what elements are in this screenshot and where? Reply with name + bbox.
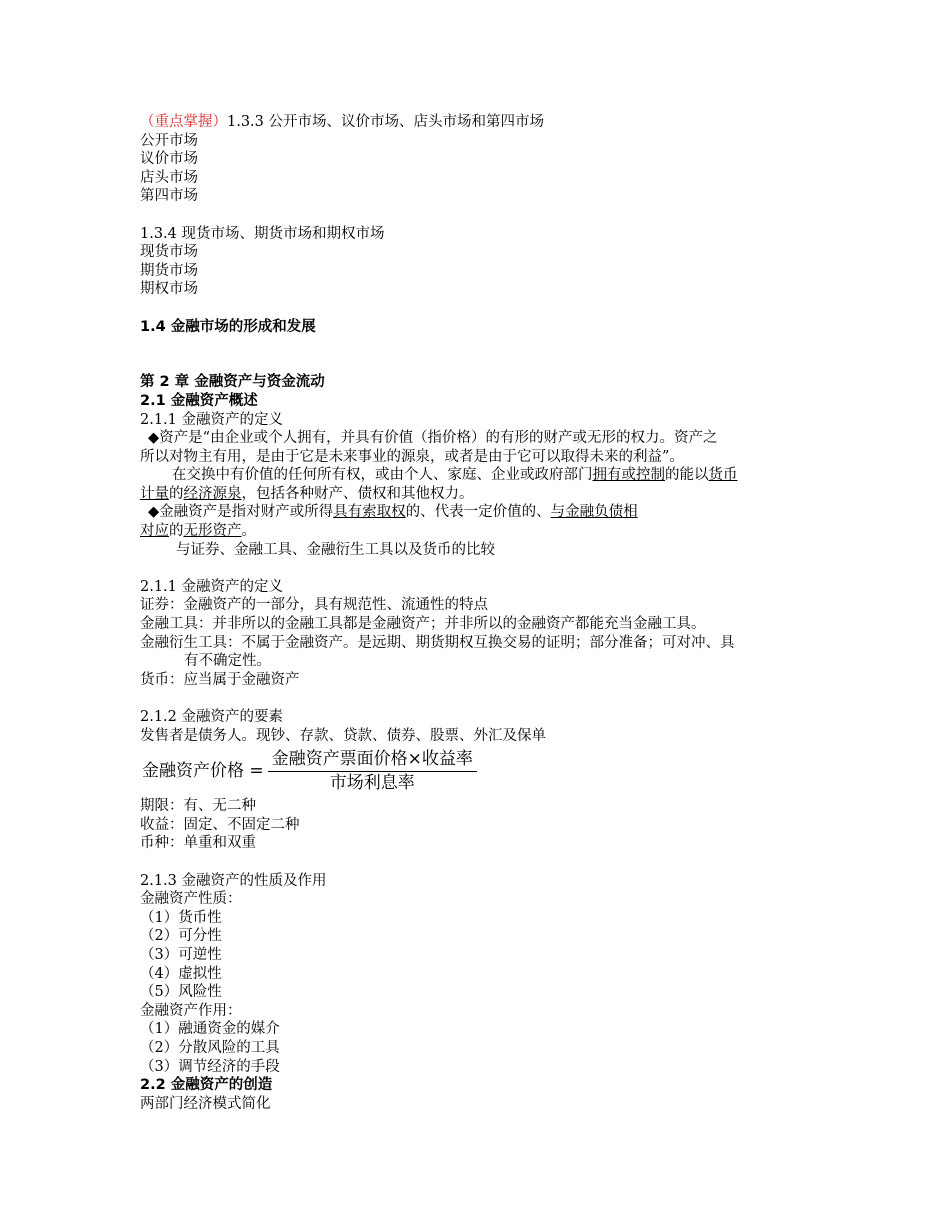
chapter-title: 第 2 章 金融资产与资金流动 bbox=[140, 374, 325, 391]
subsection-heading-2-1-2: 2.1.2 金融资产的要素 bbox=[140, 709, 284, 725]
list-item: （3）可逆性 bbox=[140, 946, 222, 963]
section-heading-1-4: 1.4 金融市场的形成和发展 bbox=[140, 318, 316, 335]
two-sector-model-line: 两部门经济模式简化 bbox=[140, 1095, 271, 1112]
list-item: 店头市场 bbox=[140, 169, 198, 186]
subsection-heading-2-1-1-repeat: 2.1.1 金融资产的定义 bbox=[140, 578, 284, 595]
list-item: 议价市场 bbox=[140, 151, 198, 168]
list-item: （2）可分性 bbox=[140, 928, 222, 945]
asset-explanation-line-1: 在交换中有价值的任何所有权，或由个人、家庭、企业或政府部门拥有或控制的能以货币 bbox=[172, 467, 738, 484]
asset-explanation-line-2: 计量的经济源泉，包括各种财产、债权和其他权力。 bbox=[140, 485, 474, 502]
currency-line: 货币：应当属于金融资产 bbox=[140, 671, 300, 688]
financial-asset-definition-line-2: 对应的无形资产。 bbox=[140, 523, 256, 540]
roles-label: 金融资产作用： bbox=[140, 1002, 242, 1019]
document-page bbox=[140, 113, 820, 1113]
list-item: 期货市场 bbox=[140, 262, 198, 279]
securities-line: 证券：金融资产的一部分，具有规范性、流通性的特点 bbox=[140, 597, 488, 614]
list-item: 现货市场 bbox=[140, 244, 198, 261]
asset-definition-line-2: 所以对物主有用，是由于它是未来事业的源泉，或者是由于它可以取得未来的利益”。 bbox=[140, 448, 684, 465]
list-item: （4）虚拟性 bbox=[140, 965, 222, 982]
financial-instruments-line: 金融工具：并非所以的金融工具都是金融资产；并非所以的金融资产都能充当金融工具。 bbox=[140, 616, 706, 633]
list-item: （3）调节经济的手段 bbox=[140, 1058, 280, 1075]
formula-fraction bbox=[268, 750, 477, 792]
key-point-tag: （重点掌握） bbox=[140, 114, 227, 130]
asset-definition-line-1: ◆资产是“由企业或个人拥有，并具有价值（指价格）的有形的财产或无形的权力。资产之 bbox=[148, 430, 718, 447]
list-item: 公开市场 bbox=[140, 132, 198, 149]
list-item: 第四市场 bbox=[140, 188, 198, 205]
formula-denominator: 市场利息率 bbox=[329, 772, 415, 793]
issuer-line: 发售者是债务人。现钞、存款、贷款、债券、股票、外汇及保单 bbox=[140, 727, 546, 744]
list-item: （1）融通资金的媒介 bbox=[140, 1021, 280, 1038]
list-item: （1）货币性 bbox=[140, 909, 222, 926]
list-item: （2）分散风险的工具 bbox=[140, 1039, 280, 1056]
section-heading-2-1: 2.1 金融资产概述 bbox=[140, 392, 258, 409]
list-item: （5）风险性 bbox=[140, 984, 222, 1001]
subsection-heading-2-1-3: 2.1.3 金融资产的性质及作用 bbox=[140, 872, 327, 889]
formula-lhs: 金融资产价格 = bbox=[142, 760, 264, 781]
section-heading-1-3-3: （重点掌握）1.3.3 公开市场、议价市场、店头市场和第四市场 bbox=[140, 114, 545, 130]
financial-asset-definition-line-1: ◆金融资产是指对财产或所得具有索取权的、代表一定价值的、与金融负债相 bbox=[148, 504, 638, 521]
currency-type-line: 币种：单重和双重 bbox=[140, 835, 256, 852]
formula-numerator: 金融资产票面价格×收益率 bbox=[268, 750, 477, 772]
price-formula bbox=[142, 747, 820, 795]
list-item: 期权市场 bbox=[140, 281, 198, 298]
yield-line: 收益：固定、不固定二种 bbox=[140, 816, 300, 833]
derivatives-line-1: 金融衍生工具：不属于金融资产。是远期、期货期权互换交易的证明；部分准备；可对冲、具 bbox=[140, 634, 735, 651]
subsection-heading-2-1-1: 2.1.1 金融资产的定义 bbox=[140, 411, 284, 428]
comparison-note: 与证券、金融工具、金融衍生工具以及货币的比较 bbox=[176, 541, 495, 558]
properties-label: 金融资产性质： bbox=[140, 891, 242, 908]
term-line: 期限：有、无二种 bbox=[140, 798, 256, 815]
section-heading-2-2: 2.2 金融资产的创造 bbox=[140, 1077, 273, 1094]
section-heading-1-3-4: 1.3.4 现货市场、期货市场和期权市场 bbox=[140, 225, 385, 242]
derivatives-line-2: 有不确定性。 bbox=[184, 653, 271, 670]
